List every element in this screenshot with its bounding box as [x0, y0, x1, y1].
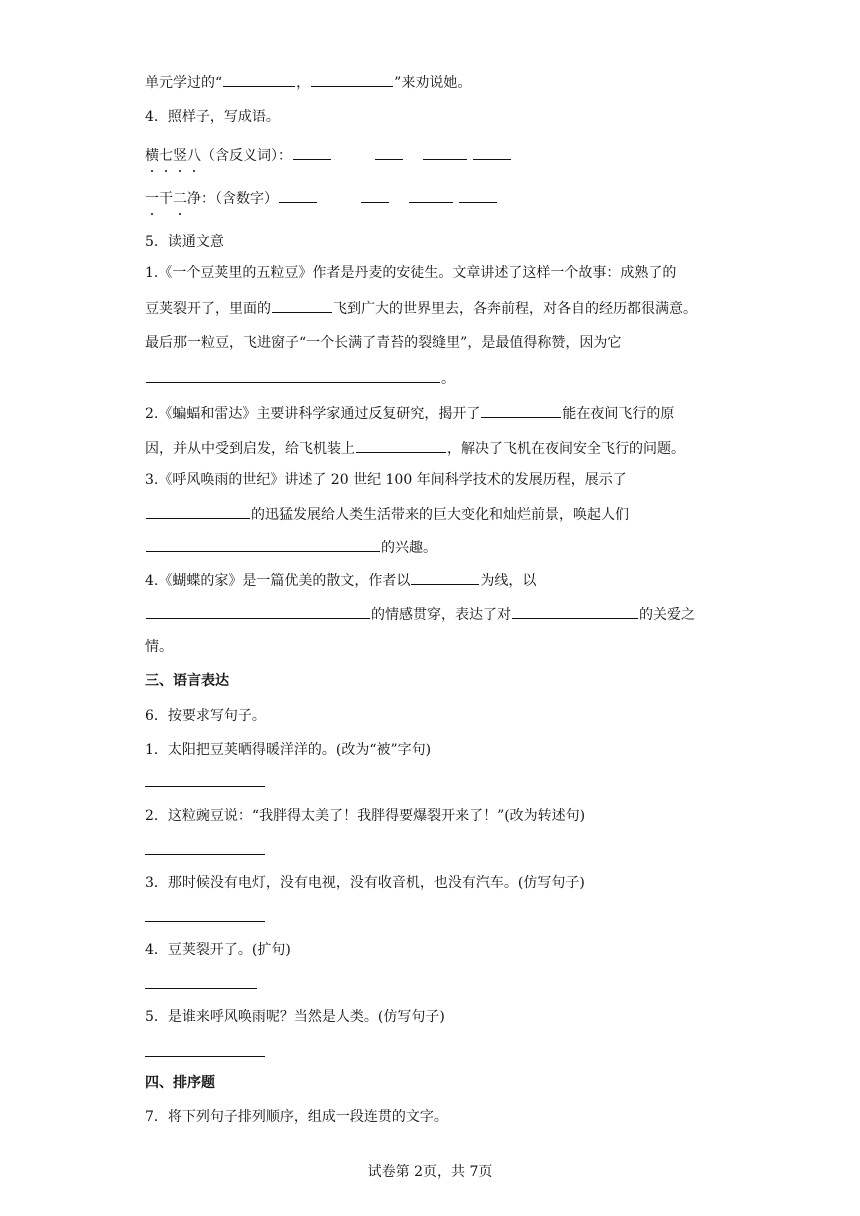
dotted-char: 竖: [173, 148, 187, 164]
q5-text: 。: [441, 371, 455, 387]
q5-p1-l2: [145, 298, 697, 319]
answer-line[interactable]: [145, 921, 265, 922]
q5-text: 飞到广大的世界里去，各奔前程，对各自的经历都很满意。: [333, 301, 697, 317]
answer-blank[interactable]: [146, 368, 440, 383]
q5-p4-l1: [145, 570, 536, 591]
answer-blank[interactable]: [146, 537, 380, 552]
q4-note: ：（含数字）: [201, 191, 278, 207]
q3-tail-line: [145, 72, 471, 93]
q6-item: 5．是谁来呼风唤雨呢？当然是人类。(仿写句子): [145, 1009, 445, 1025]
answer-blank[interactable]: [481, 403, 561, 418]
answer-blank[interactable]: [459, 188, 497, 203]
plain-char: 干: [159, 191, 173, 207]
q6-item: 4．豆荚裂开了。(扩句): [145, 942, 291, 958]
q3-text: ，: [296, 75, 311, 91]
q7-heading: 7．将下列句子排列顺序，组成一段连贯的文字。: [145, 1109, 448, 1125]
answer-line[interactable]: [145, 1056, 265, 1057]
dotted-char: 二: [173, 191, 187, 207]
q5-p1-l3: 最后那一粒豆，飞进窗子“一个长满了青苔的裂缝里”，是最值得称赞，因为它: [145, 335, 622, 351]
plain-char: 净: [187, 191, 201, 207]
q5-text: 能在夜间飞行的原: [562, 406, 675, 422]
answer-blank[interactable]: [146, 604, 370, 619]
answer-blank[interactable]: [361, 188, 389, 203]
q6-item: 3．那时候没有电灯，没有电视，没有收音机，也没有汽车。(仿写句子): [145, 875, 585, 891]
answer-blank[interactable]: [409, 188, 453, 203]
q5-p3-l1: 3.《呼风唤雨的世纪》讲述了 20 世纪 100 年间科学技术的发展历程，展示了: [145, 472, 627, 488]
q5-p1-l1: 1.《一个豆荚里的五粒豆》作者是丹麦的安徒生。文章讲述了这样一个故事：成熟了的: [145, 265, 677, 281]
dotted-char: 横: [145, 148, 159, 164]
q5-p4-l2: [145, 604, 695, 625]
answer-line[interactable]: [145, 786, 265, 787]
answer-blank[interactable]: [223, 72, 295, 87]
q5-p2-l1: [145, 403, 674, 424]
q5-text: 豆荚裂开了，里面的: [145, 301, 271, 317]
section3-title: 三、语言表达: [145, 673, 229, 689]
q5-text: 的情感贯穿，表达了对: [371, 607, 511, 623]
q6-item: 2．这粒豌豆说：“我胖得太美了！我胖得要爆裂开来了！”(改为转述句): [145, 808, 586, 824]
answer-blank[interactable]: [356, 438, 446, 453]
answer-blank[interactable]: [272, 298, 332, 313]
q5-text: 的兴趣。: [381, 540, 437, 556]
dotted-char: 八: [187, 148, 201, 164]
q4-heading: 4．照样子，写成语。: [145, 109, 280, 125]
q4-row1: [145, 145, 512, 166]
q4-note: （含反义词）：: [201, 148, 292, 164]
q3-text: ”来劝说她。: [394, 75, 472, 91]
answer-line[interactable]: [145, 988, 257, 989]
q5-p2-l2: [145, 438, 685, 459]
q5-p1-l4: [145, 368, 455, 389]
q5-text: ，解决了飞机在夜间安全飞行的问题。: [447, 441, 685, 457]
q5-text: 的关爱之: [639, 607, 695, 623]
dotted-char: 一: [145, 191, 159, 207]
q5-text: 4.《蝴蝶的家》是一篇优美的散文，作者以: [145, 573, 411, 589]
q5-p4-l3: 情。: [145, 639, 173, 655]
answer-blank[interactable]: [311, 72, 393, 87]
answer-blank[interactable]: [423, 145, 467, 160]
q5-text: 为线，以: [480, 573, 537, 589]
q6-heading: 6．按要求写句子。: [145, 708, 266, 724]
answer-blank[interactable]: [279, 188, 317, 203]
q5-text: 因，并从中受到启发，给飞机装上: [145, 441, 355, 457]
q5-p3-l3: [145, 537, 437, 558]
answer-blank[interactable]: [375, 145, 403, 160]
q3-text: 单元学过的“: [145, 75, 223, 91]
answer-blank[interactable]: [146, 504, 250, 519]
page-footer: 试卷第 2页，共 7页: [367, 1164, 493, 1180]
answer-blank[interactable]: [411, 570, 479, 585]
section4-title: 四、排序题: [145, 1075, 215, 1091]
answer-blank[interactable]: [512, 604, 638, 619]
dotted-char: 七: [159, 148, 173, 164]
q5-text: 2.《蝙蝠和雷达》主要讲科学家通过反复研究，揭开了: [145, 406, 481, 422]
answer-blank[interactable]: [293, 145, 331, 160]
q6-item: 1．太阳把豆荚晒得暖洋洋的。(改为“被”字句): [145, 742, 432, 758]
q5-heading: 5．读通文意: [145, 234, 224, 250]
answer-line[interactable]: [145, 854, 265, 855]
answer-blank[interactable]: [473, 145, 511, 160]
q4-row2: [145, 188, 498, 209]
q5-p3-l2: [145, 504, 629, 525]
q5-text: 的迅猛发展给人类生活带来的巨大变化和灿烂前景，唤起人们: [251, 507, 629, 523]
